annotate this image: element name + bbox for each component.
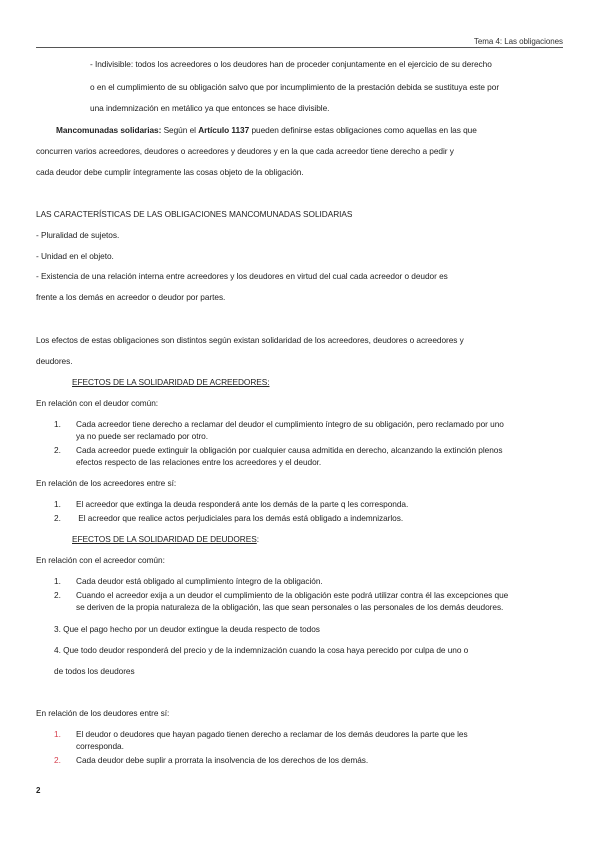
list-item-continuation: corresponda.	[76, 741, 124, 751]
deudores-relation-entre-si: En relación de los deudores entre sí:	[36, 708, 170, 718]
list-item-text: Cada deudor debe suplir a prorrata la insolvencia de los derechos de los demás.	[76, 755, 369, 765]
list-number: 1.	[54, 419, 61, 429]
mancomunadas-line-3: cada deudor debe cumplir íntegramente las cosas objeto de la obligación.	[36, 167, 304, 177]
list-item	[54, 729, 468, 739]
deudores-item-4-line-2: de todos los deudores	[54, 666, 135, 676]
list-item-text: El deudor o deudores que hayan pagado tienen derecho a reclamar de los demás deudores la parte que les	[76, 729, 468, 739]
list-item	[54, 419, 504, 429]
caracteristica-item-3-line-1: - Existencia de una relación interna entre acreedores y los deudores en virtud del cual cada acreedor o deudor es	[36, 271, 448, 281]
list-number: 2.	[54, 513, 61, 523]
deudores-heading-colon: :	[256, 534, 259, 544]
mancomunadas-line-2: concurren varios acreedores, deudores o acreedores y deudores y en la que cada acreedor tiene derecho a pedir y	[36, 146, 454, 156]
mancomunadas-line-1	[56, 125, 477, 135]
acreedores-relation-deudor: En relación con el deudor común:	[36, 398, 159, 408]
mancomunadas-term: Mancomunadas solidarias:	[56, 125, 162, 135]
deudores-heading-line	[72, 534, 259, 544]
list-item-text: El acreedor que extinga la deuda responderá ante los demás de la parte q les corresponda.	[76, 499, 409, 509]
indivisible-line-3: una indemnización en metálico ya que entonces se hace divisible.	[90, 103, 330, 113]
deudores-relation-acreedor: En relación con el acreedor común:	[36, 555, 165, 565]
page-number: 2	[36, 786, 41, 795]
list-number: 2.	[54, 590, 61, 600]
deudores-heading: EFECTOS DE LA SOLIDARIDAD DE DEUDORES	[72, 534, 257, 544]
list-item	[54, 445, 502, 455]
list-item-text: Cuando el acreedor exija a un deudor el cumplimiento de la obligación este podrá utilizar contra él las excepciones que	[76, 590, 509, 600]
mancomunadas-text-a: Según el	[161, 125, 199, 135]
indivisible-line-1: - Indivisible: todos los acreedores o los deudores han de proceder conjuntamente en el ejercicio de su derecho	[90, 59, 492, 69]
list-item-text: El acreedor que realice actos perjudiciales para los demás está obligado a indemnizarlos.	[76, 513, 404, 523]
acreedores-relation-entre-si: En relación de los acreedores entre sí:	[36, 478, 177, 488]
list-number: 2.	[54, 445, 61, 455]
running-header: Tema 4: Las obligaciones	[473, 37, 563, 46]
list-item-text: Cada acreedor tiene derecho a reclamar del deudor el cumplimiento íntegro de su obligación, pero reclamado por uno	[76, 419, 504, 429]
caracteristicas-heading: LAS CARACTERÍSTICAS DE LAS OBLIGACIONES MANCOMUNADAS SOLIDARIAS	[36, 209, 353, 219]
article-reference: Artículo 1137	[198, 125, 250, 135]
header-rule	[36, 47, 563, 48]
list-item	[54, 499, 408, 509]
efectos-intro-line-2: deudores.	[36, 356, 73, 366]
list-item-continuation: efectos respecto de las relaciones entre los acreedores y el deudor.	[76, 457, 322, 467]
list-item-continuation: ya no puede ser reclamado por otro.	[76, 431, 209, 441]
acreedores-heading: EFECTOS DE LA SOLIDARIDAD DE ACREEDORES:	[72, 377, 270, 387]
caracteristica-item-3-line-2: frente a los demás en acreedor o deudor por partes.	[36, 292, 226, 302]
list-item-text: Cada deudor está obligado al cumplimiento íntegro de la obligación.	[76, 576, 323, 586]
list-number: 1.	[54, 729, 61, 739]
list-item	[54, 590, 508, 600]
list-item	[54, 576, 323, 586]
caracteristica-item-2: - Unidad en el objeto.	[36, 251, 114, 261]
deudores-item-3: 3. Que el pago hecho por un deudor extingue la deuda respecto de todos	[54, 624, 320, 634]
list-item	[54, 755, 368, 765]
list-item-continuation: se deriven de la propia naturaleza de la obligación, las que sean personales o las personales de los demás deudores.	[76, 602, 504, 612]
list-number: 2.	[54, 755, 61, 765]
list-item	[54, 513, 403, 523]
mancomunadas-text-b: pueden definirse estas obligaciones como aquellas en las que	[249, 125, 477, 135]
indivisible-line-2: o en el cumplimiento de su obligación salvo que por incumplimiento de la prestación debida se sustituya este por	[90, 82, 500, 92]
deudores-item-4-line-1: 4. Que todo deudor responderá del precio y de la indemnización cuando la cosa haya perecido por culpa de uno o	[54, 645, 469, 655]
list-number: 1.	[54, 499, 61, 509]
efectos-intro-line-1: Los efectos de estas obligaciones son distintos según existan solidaridad de los acreedores, deudores o acreedores y	[36, 335, 464, 345]
list-number: 1.	[54, 576, 61, 586]
caracteristica-item-1: - Pluralidad de sujetos.	[36, 230, 120, 240]
list-item-text: Cada acreedor puede extinguir la obligación por cualquier causa admitida en derecho, alcanzando la extinción plenos	[76, 445, 503, 455]
